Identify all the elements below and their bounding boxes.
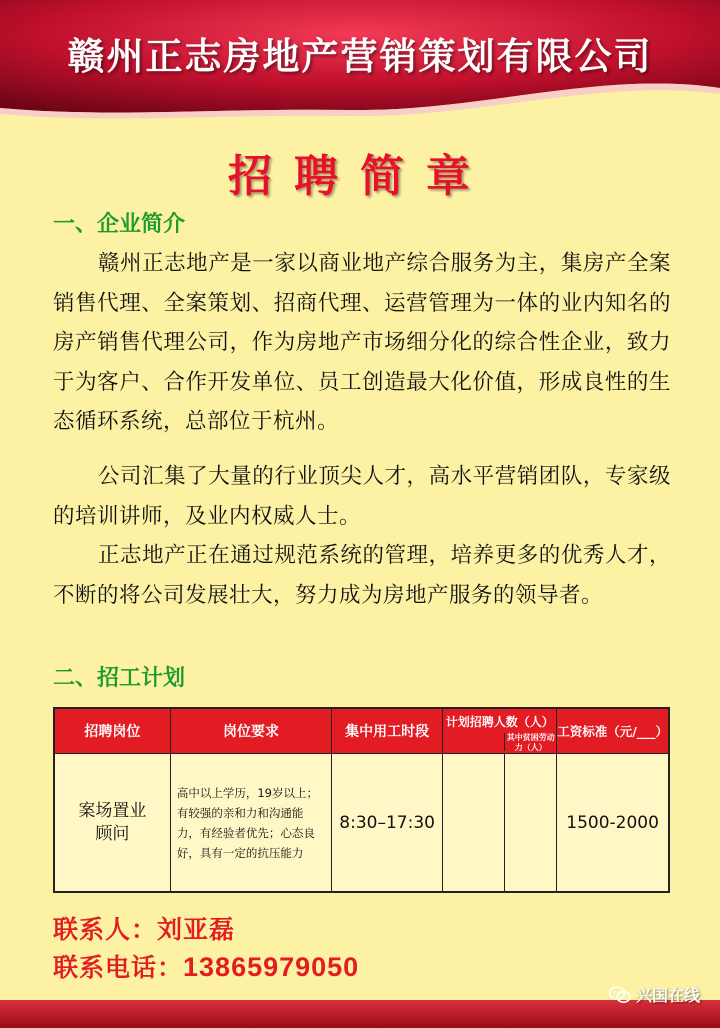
cell-count	[443, 754, 505, 893]
section-heading-plan: 二、招工计划	[53, 666, 186, 691]
wechat-icon	[609, 986, 631, 1004]
recruitment-table	[53, 707, 670, 893]
position-text: 案场置业顾问	[78, 800, 147, 844]
contact-person: 联系人：刘亚磊	[53, 915, 236, 944]
page-title: 招聘简章	[228, 151, 492, 202]
section-heading-intro: 一、企业简介	[53, 212, 186, 237]
table-row	[54, 754, 669, 893]
header-banner	[0, 0, 720, 130]
watermark-text: 兴国在线	[635, 986, 700, 1005]
header-hours: 集中用工时段	[332, 708, 443, 754]
cell-count-sub	[505, 754, 557, 893]
cell-requirement: 高中以上学历，19岁以上；有较强的亲和力和沟通能力，有经验者优先；心态良好，具有一定的抗压能力	[170, 754, 331, 893]
contact-phone	[53, 948, 359, 984]
cell-salary: 1500-2000	[557, 754, 669, 893]
cell-hours: 8:30–17:30	[332, 754, 443, 893]
intro-paragraph: 正志地产正在通过规范系统的管理，培养更多的优秀人才，不断的将公司发展壮大，努力成为房地产服务的领导者。	[53, 543, 671, 608]
contact-phone-number: 13865979050	[183, 952, 360, 982]
watermark	[609, 983, 700, 1006]
header-count	[443, 708, 557, 754]
contact-phone-label: 联系电话：	[53, 953, 184, 982]
header-requirement: 岗位要求	[170, 708, 331, 754]
header-position: 招聘岗位	[54, 708, 170, 754]
company-name: 赣州正志房地产营销策划有限公司	[67, 35, 653, 78]
header-count-sub: 其中贫困劳动力（人）	[506, 733, 555, 752]
header-salary: 工资标准（元/___）	[557, 708, 669, 754]
cell-position	[54, 754, 170, 893]
table-header-row	[54, 708, 669, 754]
intro-paragraph: 公司汇集了大量的行业顶尖人才，高水平营销团队，专家级的培训讲师，及业内权威人士。	[53, 464, 671, 529]
intro-paragraph: 赣州正志地产是一家以商业地产综合服务为主，集房产全案销售代理、全案策划、招商代理、运营管理为一体的业内知名的房产销售代理公司，作为房地产市场细分化的综合性企业，致力于为客户、合作开发单位、员工创造最大化价值，形成良性的生态循环系统，总部位于杭州。	[53, 251, 671, 434]
header-count-label: 计划招聘人数（人）	[445, 715, 554, 729]
